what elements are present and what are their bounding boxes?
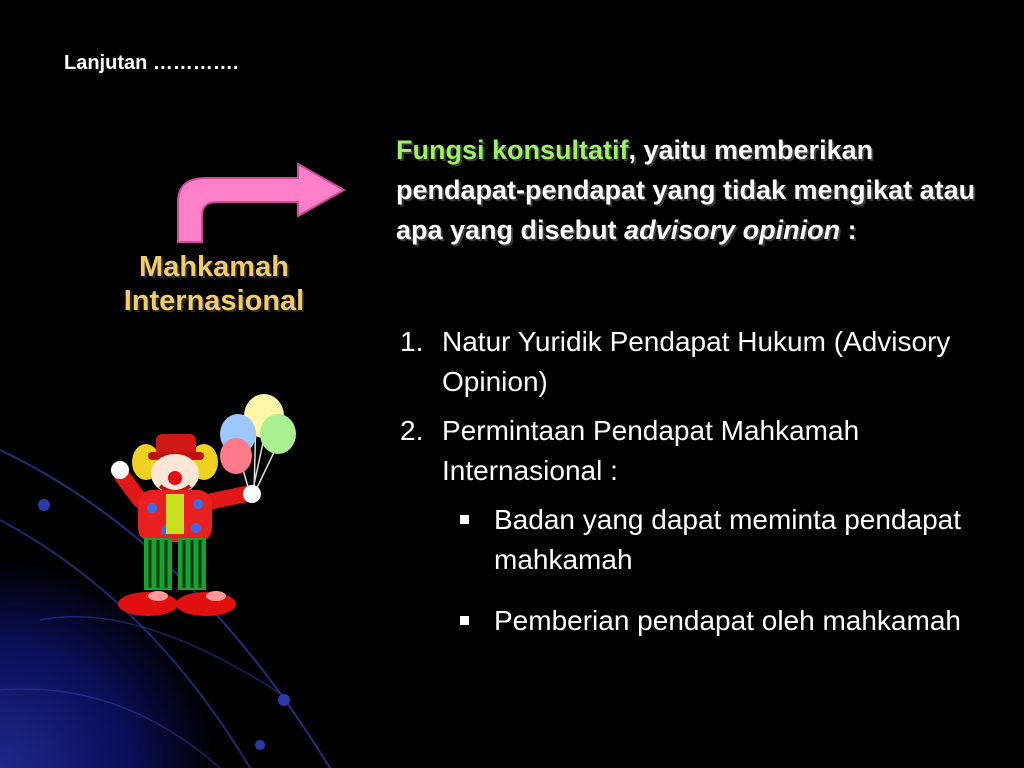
list-item-text: Permintaan Pendapat Mahkamah Internasional :	[442, 415, 860, 486]
intro-text-a: , yaitu memberikan pendapat-pendapat yang tidak mengikat atau apa yang disebut	[396, 135, 976, 245]
sub-list-item	[442, 601, 1000, 641]
label-line-1: Mahkamah	[139, 251, 289, 283]
curved-arrow-icon	[172, 160, 348, 244]
mahkamah-internasional-label	[84, 250, 344, 318]
sub-bullet-list	[442, 500, 1000, 641]
sub-list-item-text: Badan yang dapat meminta pendapat mahkamah	[494, 504, 962, 575]
label-line-2: Internasional	[123, 285, 305, 317]
list-item-text: Natur Yuridik Pendapat Hukum (Advisory Opinion)	[442, 326, 951, 397]
sub-list-item-text: Pemberian pendapat oleh mahkamah	[494, 605, 961, 636]
list-item-number: 2.	[400, 415, 424, 446]
intro-paragraph	[396, 130, 996, 250]
numbered-list	[400, 322, 1000, 662]
list-item	[400, 411, 1000, 491]
square-bullet-icon	[460, 616, 469, 625]
list-item-number: 1.	[400, 326, 424, 357]
advisory-opinion-term: advisory opinion	[624, 215, 841, 245]
list-item	[400, 322, 1000, 402]
highlight-term: Fungsi konsultatif	[396, 135, 629, 165]
intro-text-b: :	[840, 215, 857, 245]
sub-list-item	[442, 500, 1000, 580]
slide-header: Lanjutan ………….	[64, 52, 239, 74]
square-bullet-icon	[460, 515, 469, 524]
clown-with-balloons-icon	[108, 390, 304, 622]
